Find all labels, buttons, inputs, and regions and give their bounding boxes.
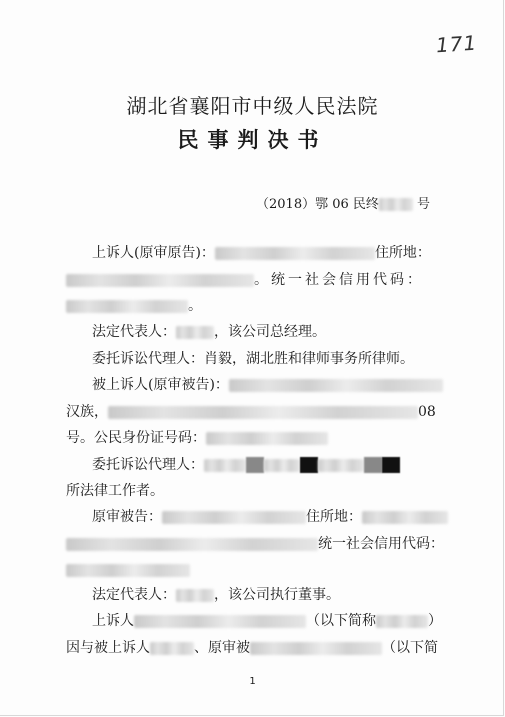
redacted-orig-defendant-address bbox=[362, 511, 448, 524]
id-prefix: 号。公民身份证号码： bbox=[66, 430, 206, 446]
legal-rep2-line bbox=[92, 585, 340, 605]
appellee-ethnicity-line bbox=[66, 402, 436, 422]
redacted-orig-defendant bbox=[162, 511, 306, 524]
summary2-b: 、原审被 bbox=[194, 640, 250, 656]
legal-rep-label: 法定代表人： bbox=[92, 324, 176, 340]
redacted-credit-code bbox=[66, 300, 188, 313]
redacted-appellee-address bbox=[108, 406, 418, 419]
summary-line-2 bbox=[66, 638, 438, 658]
summary1-b: （以下简称 bbox=[306, 613, 376, 629]
summary2-c: （以下简 bbox=[382, 640, 438, 656]
case-number bbox=[256, 193, 430, 212]
id-number-line bbox=[66, 428, 328, 448]
orig-defendant-line bbox=[92, 507, 448, 527]
appellant-label: 上诉人(原审原告)： bbox=[92, 245, 215, 261]
credit-code2-label: 统一社会信用代码： bbox=[318, 536, 444, 552]
credit-code-label: 。统一社会信用代码： bbox=[254, 272, 424, 288]
agent-line: 委托诉讼代理人：肖毅，湖北胜和律师事务所律师。 bbox=[92, 351, 414, 367]
appellant-address-line bbox=[66, 270, 424, 290]
agent2-job-line: 所法律工作者。 bbox=[66, 483, 164, 499]
legal-rep2-label: 法定代表人： bbox=[92, 587, 176, 603]
redacted-legal-rep bbox=[176, 326, 214, 339]
redacted-appellee-info bbox=[229, 379, 443, 392]
document-title: 民事判决书 bbox=[177, 127, 328, 152]
appellant-line bbox=[92, 243, 431, 263]
redacted-mark bbox=[364, 457, 382, 473]
credit-code-line bbox=[66, 296, 202, 316]
case-number-prefix: （2018）鄂 06 民终 bbox=[256, 197, 379, 212]
summary1-a: 上诉人 bbox=[92, 613, 134, 629]
redacted-appellant-name bbox=[215, 247, 375, 260]
ethnicity-prefix: 汉族， bbox=[66, 404, 108, 420]
redacted-legal-rep2 bbox=[176, 589, 214, 602]
address-tail: 08 bbox=[418, 404, 436, 420]
court-name: 湖北省襄阳市中级人民法院 bbox=[126, 94, 379, 118]
summary-line-1 bbox=[92, 611, 442, 631]
redacted-mark bbox=[246, 457, 264, 473]
orig-defendant-label: 原审被告： bbox=[92, 509, 162, 525]
credit-code2-value-line bbox=[66, 560, 190, 580]
agent2-line bbox=[92, 455, 400, 475]
page-number: 1 bbox=[249, 676, 256, 687]
redacted-case-number bbox=[379, 198, 413, 211]
summary1-c: ） bbox=[428, 613, 442, 629]
appellee-label: 被上诉人(原审被告)： bbox=[92, 377, 229, 393]
handwritten-page-mark: 171 bbox=[435, 30, 478, 58]
case-number-suffix: 号 bbox=[417, 197, 431, 212]
appellee-line bbox=[92, 375, 443, 395]
summary2-a: 因与被上诉人 bbox=[66, 640, 150, 656]
legal-rep2-text: ，该公司执行董事。 bbox=[214, 587, 340, 603]
redacted-summary2-appellee bbox=[150, 642, 194, 655]
redacted-credit-code2-prefix bbox=[66, 538, 318, 551]
orig-defendant-address: 住所地： bbox=[306, 509, 362, 525]
redacted-summary1-short bbox=[376, 615, 428, 628]
redacted-mark bbox=[382, 457, 400, 473]
redacted-summary2-defendant bbox=[250, 642, 382, 655]
redacted-agent2-name bbox=[204, 459, 246, 472]
agent2-label: 委托诉讼代理人： bbox=[92, 457, 204, 473]
credit-code2-line bbox=[66, 534, 444, 554]
redacted-summary1 bbox=[134, 615, 306, 628]
appellant-address-label: 住所地： bbox=[374, 245, 431, 261]
legal-rep-text: ，该公司总经理。 bbox=[214, 324, 326, 340]
redacted-agent2-firm bbox=[264, 459, 300, 472]
redacted-agent2-firm-2 bbox=[318, 459, 364, 472]
redacted-id-number bbox=[206, 432, 328, 445]
redacted-address bbox=[66, 274, 254, 287]
redacted-credit-code2 bbox=[66, 564, 190, 577]
credit-code-end: 。 bbox=[188, 298, 202, 314]
legal-rep-line bbox=[92, 322, 326, 342]
redacted-mark bbox=[300, 457, 318, 473]
